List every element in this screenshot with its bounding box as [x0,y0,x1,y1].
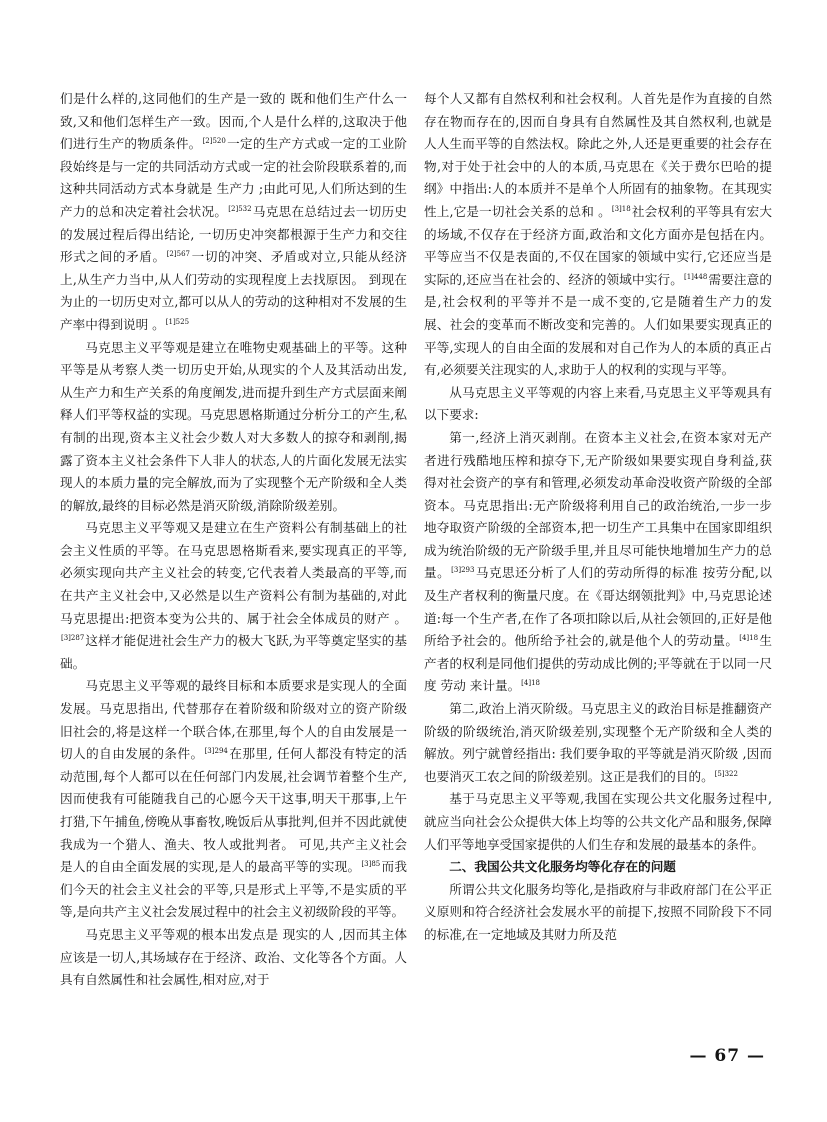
paragraph [424,382,772,427]
text-run: 社会权利的平等具有宏大的场域,不仅存在于经济方面,政治和文化方面亦是包括在内。平等应当不仅是表面的,不仅在国家的领域中实行,它还应当是实际的,还应当在社会的、经济的领域中实行。 [424,203,772,287]
text-run: 马克思主义平等观是建立在唯物史观基础上的平等。这种平等是从考察人类一切历史开始,从现实的个人及其活动出发,从生产力和生产关系的角度阐发,进而提升到生产方式层面来阐释人们平等权益的实现。马克思恩格斯通过分析分工的产生,私有制的出现,资本主义社会少数人对大多数人的掠夺和剥削,揭露了资本主义社会条件下人非人的状态,人的片面化发展无法实现人的本质力量的完全解放,而为了实现整个无产阶级和全人类的解放,最终的目标必然是消灭阶级,消除阶级差别。 [60,339,407,513]
text-run: 马克思还分析了人们的劳动所得的标准 按劳分配,以及生产者权利的衡量尺度。在《哥达纲领批判》中,马克思论述道:每一个生产者,在作了各项扣除以后,从社会领回的,正好是他所给予社会的。他所给予社会的,就是他个人的劳动量。 [424,565,773,649]
left-column [60,88,407,992]
citation-ref: [3]18 [611,204,631,213]
citation-ref: [2]520 [202,137,226,146]
citation-ref: [3]293 [451,566,475,575]
text-run: 第一,经济上消灭剥削。在资本主义社会,在资本家对无产者进行残酷地压榨和掠夺下,无产阶级如果要实现自身利益,获得对社会资产的享有和管理,必须发动革命没收资产阶级的全部资本。马克思指出:无产阶级将利用自己的政治统治,一步一步地夺取资产阶级的全部资本,把一切生产工具集中在国家即组织成为统治阶级的无产阶级手里,并且尽可能快地增加生产力的总量。 [424,429,772,581]
citation-ref: [1]525 [165,317,190,326]
text-run: 而我们今天的社会主义社会的平等,只是形式上平等,不是实质的平等,是向共产主义社会发展过程中的社会主义初级阶段的平等。 [60,859,407,920]
text-run: 这样才能促进社会生产力的极大飞跃,为平等奠定坚实的基础。 [60,633,407,671]
text-run: 马克思主义平等观又是建立在生产资料公有制基础上的社会主义性质的平等。在马克思恩格斯看来,要实现真正的平等,必须实现向共产主义社会的转变,它代表着人类最高的平等,而在共产主义社会中,又必然是以生产资料公有制为基础的,对此马克思提出:把资本变为公共的、属于社会全体成员的财产 。 [60,520,407,626]
citation-ref: [4]18 [521,679,540,688]
text-run: 需要注意的是,社会权利的平等并不是一成不变的,它是随着生产力的发展、社会的变革而不断改变和完善的。人们如果要实现真正的平等,实现人的自由全面的发展和对自己作为人的本质的真正占有,必须要关注现实的人,求助于人的权利的实现与平等。 [424,271,772,378]
paragraph [60,517,407,675]
citation-ref: [4]18 [739,634,759,643]
citation-ref: [3]287 [61,634,85,643]
text-run: 每个人又都有自然权利和社会权利。人首先是作为直接的自然存在物而存在的,因而自身具有自然属性及其自然权利,也就是人人生而平等的自然法权。除此之外,人还是更重要的社会存在物,对于处于社会中的人的本质,马克思在《关于费尔巴哈的提纲》中指出:人的本质并不是单个人所固有的抽象物。在其现实性上,它是一切社会关系的总和 。 [424,91,772,219]
paragraph [424,879,772,947]
paragraph [424,698,772,788]
text-run: 基于马克思主义平等观,我国在实现公共文化服务过程中,就应当向社会公众提供大体上均等的公共文化产品和服务,保障人们平等地享受国家提供的人们生存和发展的最基本的条件。 [424,791,772,852]
page-number: — 67 — [689,1046,765,1066]
citation-ref: [1]448 [684,272,708,281]
section-heading: 二、我国公共文化服务均等化存在的问题 [449,859,676,875]
citation-ref: [3]85 [361,860,381,869]
text-run: 从马克思主义平等观的内容上来看,马克思主义平等观具有以下要求: [424,384,772,423]
paragraph [60,924,407,992]
paragraph [60,88,407,337]
text-run: 马克思在总结过去一切历史的发展过程后得出结论, 一切历史冲突都根源于生产力和交往形式之间的矛盾。 [60,203,408,265]
text-run: 生产者的权利是同他们提供的劳动成比例的;平等就在于以同一尺度 劳动 来计量。 [424,633,772,694]
text-run: 在那里, 任何人都没有特定的活动范围,每个人都可以在任何部门内发展,社会调节着整个生产,因而使我有可能随我自己的心愿今天干这事,明天干那事,上午打猎,下午捕鱼,傍晚从事畜牧,晚饭后从事批判,但并不因此就使我成为一个猎人、渔夫、牧人或批判者。 可见,共产主义社会是人的自由全面发展的实现,是人的最高平等的实现。 [60,746,407,875]
citation-ref: [5]322 [714,769,738,778]
text-run: 第二,政治上消灭阶级。马克思主义的政治目标是推翻资产阶级的阶级统治,消灭阶级差别,实现整个无产阶级和全人类的解放。列宁就曾经指出: 我们要争取的平等就是消灭阶级 ,因而也要消灭工农之间的阶级差别。这正是我们的目的。 [424,701,772,784]
text-run: 马克思主义平等观的根本出发点是 现实的人 ,因而其主体应该是一切人,其场域存在于经济、政治、文化等各个方面。人具有自然属性和社会属性,相对应,对于 [60,926,407,988]
text-run: 马克思主义平等观的最终目标和本质要求是实现人的全面发展。马克思指出, 代替那存在着阶级和阶级对立的资产阶级旧社会的,将是这样一个联合体,在那里,每个人的自由发展是一切人的自由发展的条件。 [60,678,407,762]
paragraph [60,337,407,518]
paragraph [424,788,772,856]
citation-ref: [2]567 [166,250,190,259]
paragraph [60,675,407,924]
paragraph [424,88,772,382]
text-run: 一切的冲突、矛盾或对立,只能从经济上,从生产力当中,从人们劳动的实现程度上去找原因。 到现在为止的一切历史对立,都可以从人的劳动的这种相对不发展的生产率中得到说明 。 [60,249,407,332]
citation-ref: [3]294 [204,747,228,756]
right-column [424,88,772,947]
text-run: 一定的生产方式或一定的工业阶段始终是与一定的共同活动方式或一定的社会阶段联系着的,而这种共同活动方式本身就是 生产力 ;由此可见,人们所达到的生产力的总和决定着社会状况。 [60,136,408,219]
paragraph [424,427,772,698]
text-run: 们是什么样的,这同他们的生产是一致的 既和他们生产什么一致,又和他们怎样生产一致。因而,个人是什么样的,这取决于他们进行生产的物质条件。 [60,91,407,152]
citation-ref: [2]532 [228,204,252,213]
text-run: 所谓公共文化服务均等化,是指政府与非政府部门在公平正义原则和符合经济社会发展水平的前提下,按照不同阶段下不同的标准,在一定地域及其财力所及范 [424,881,772,942]
